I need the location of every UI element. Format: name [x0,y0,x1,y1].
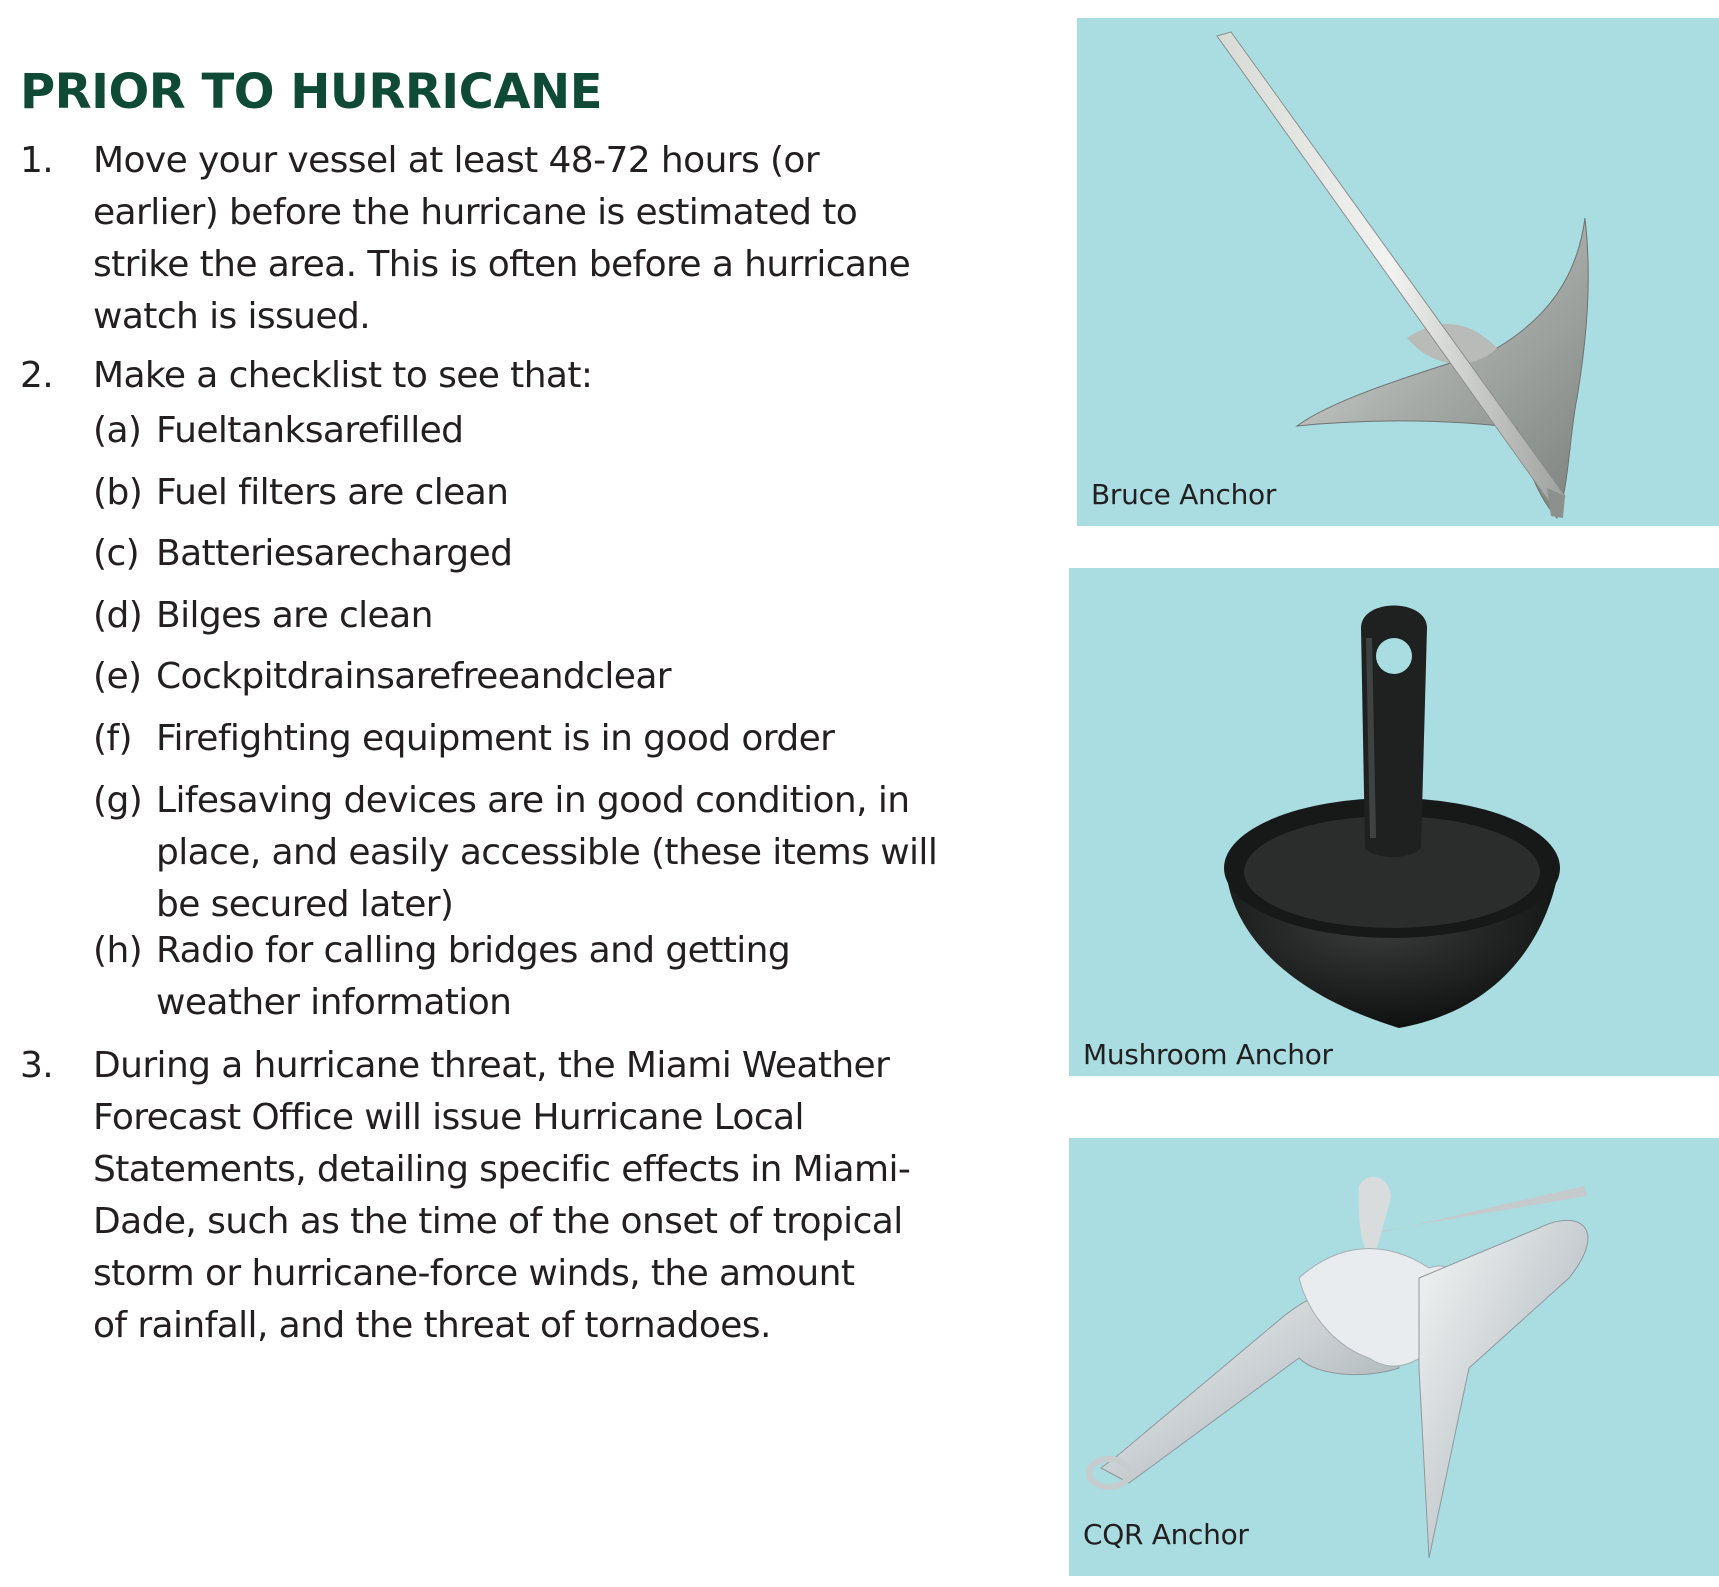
checklist-text: Bilges are clean [156,595,433,636]
checklist-text: Batteriesarecharged [156,533,513,574]
text-line: Lifesaving devices are in good condition, in [156,780,910,821]
checklist-text: Fuel filters are clean [156,472,509,513]
cqr-anchor-illustration [1069,1138,1719,1576]
item-text [93,1040,1033,1352]
checklist-text: Firefighting equipment is in good order [156,718,835,759]
bruce-anchor-illustration [1077,18,1719,526]
text-line: strike the area. This is often before a hurricane [93,244,911,285]
text-line: Forecast Office will issue Hurricane Local [93,1097,804,1138]
checklist-text: Fueltanksarefilled [156,410,464,451]
text-line: Statements, detailing specific effects in Miami- [93,1149,911,1190]
text-line: earlier) before the hurricane is estimated to [93,192,858,233]
checklist-letter: (e) [93,656,142,697]
list-item-3 [20,1040,1020,1352]
item-number: 3. [20,1045,54,1086]
checklist-letter: (a) [93,410,142,451]
text-line: storm or hurricane-force winds, the amount [93,1253,855,1294]
list-item-1 [20,135,1020,345]
cqr-anchor-panel [1069,1138,1719,1576]
text-line: Move your vessel at least 48-72 hours (or [93,140,820,181]
text-line: Make a checklist to see that: [93,355,593,396]
list-item-2 [20,350,1020,402]
checklist-letter: (b) [93,472,143,513]
checklist-text: Cockpitdrainsarefreeandclear [156,656,671,697]
item-number: 1. [20,140,54,181]
checklist-text [156,925,1026,1029]
text-line: of rainfall, and the threat of tornadoes. [93,1305,771,1346]
mushroom-anchor-illustration [1069,568,1719,1076]
text-line: place, and easily accessible (these items will [156,832,938,873]
image-caption: CQR Anchor [1083,1518,1249,1551]
checklist-letter: (d) [93,595,143,636]
text-line: watch is issued. [93,296,371,337]
image-caption: Mushroom Anchor [1083,1038,1333,1071]
text-line: Radio for calling bridges and getting [156,930,791,971]
text-line: Dade, such as the time of the onset of tropical [93,1201,903,1242]
bruce-anchor-panel [1077,18,1719,526]
checklist-letter: (h) [93,930,143,971]
text-line: During a hurricane threat, the Miami Weather [93,1045,890,1086]
mushroom-anchor-panel [1069,568,1719,1076]
item-number: 2. [20,355,54,396]
checklist-letter: (c) [93,533,140,574]
checklist-letter: (f) [93,718,132,759]
item-text [93,350,1033,402]
text-line: weather information [156,982,512,1023]
image-caption: Bruce Anchor [1091,478,1277,511]
text-line: be secured later) [156,884,454,925]
item-text [93,135,1033,343]
checklist-text [156,775,1026,931]
page-title: PRIOR TO HURRICANE [20,64,602,120]
checklist-letter: (g) [93,780,143,821]
